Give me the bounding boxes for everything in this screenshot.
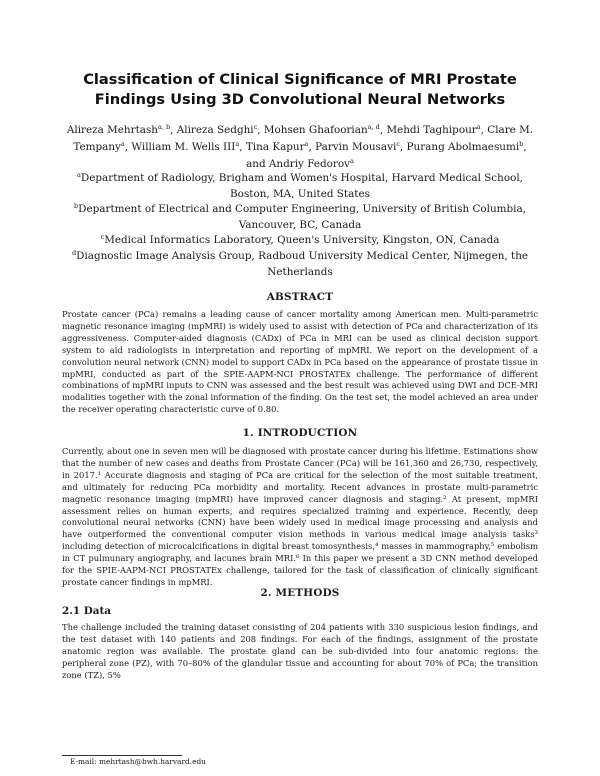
- methods-heading: 2. METHODS: [260, 587, 340, 599]
- author: Clare M. Tempany$^a$,: [73, 124, 534, 153]
- abstract-text: Prostate cancer (PCa) remains a leading cause of cancer mortality among American men. Multi-parametric magnetic resonance imaging (mpMRI) is widely used to assist with detection of PCa and characterization of its aggressiveness. Computer-aided diagnosis (CADx) of PCa in MRI can be used as clinical decision support system to aid radiologists in interpretation and reporting of mpMRI. We report on the development of a convolution neural network (CNN) model to support CADx in PCa based on the appearance of prostate tissue in mpMRI, conducted as part of the SPIE-AAPM-NCI PROSTATEx challenge. The performance of different combinations of mpMRI inputs to CNN was assessed and the best result was achieved using DWI and DCE-MRI modalities together with the zonal information of the finding. On the test set, the model achieved an area under the receiver operating characteristic curve of 0.80.: [62, 309, 538, 415]
- author: Andriy Fedorov$^a$: [268, 156, 354, 170]
- footnote-rule: [62, 755, 182, 756]
- affiliation: $^b$Department of Electrical and Computer Engineering, University of British Columbia, Vancouver, BC, Canada: [74, 202, 526, 231]
- methods-text: The challenge included the training dataset consisting of 204 patients with 330 suspicious lesion findings, and the test dataset with 140 patients and 208 findings. For each of the findings, assignment of the prostate anatomic region was available. The prostate gland can be sub-divided into four anatomic regions: the peripheral zone (PZ), with 70–80% of the glandular tissue and accounting for about 70% of PCa; the transition zone (TZ), 5%: [62, 622, 538, 680]
- author: Mohsen Ghafoorian$^{a, d}$,: [263, 123, 387, 136]
- author: Alireza Sedghi$^c$,: [176, 123, 264, 136]
- footnote-email: E-mail: mehrtash@bwh.harvard.edu: [70, 757, 206, 766]
- paper-title: Classification of Clinical Significance of MRI Prostate Findings Using 3D Convolutional Neural Networks: [83, 71, 517, 108]
- affiliation: $^c$Medical Informatics Laboratory, Queen's University, Kingston, ON, Canada: [100, 233, 500, 247]
- author: Tina Kapur$^a$,: [245, 139, 316, 153]
- affiliation-list: [62, 171, 538, 280]
- author: Parvin Mousavi$^c$,: [315, 139, 407, 153]
- author: William M. Wells III$^a$,: [131, 139, 246, 153]
- affiliation: $^d$Diagnostic Image Analysis Group, Radboud University Medical Center, Nijmegen, the Netherlands: [71, 248, 529, 278]
- introduction-heading: 1. INTRODUCTION: [242, 427, 358, 439]
- affiliation: $^a$Department of Radiology, Brigham and Women's Hospital, Harvard Medical School, Boston, MA, United States: [77, 171, 523, 200]
- author-list: [62, 122, 538, 172]
- introduction-text: Currently, about one in seven men will be diagnosed with prostate cancer during his lifetime. Estimations show that the number of new cases and deaths from Prostate Cancer (PCa) will be 161,360 and 26,730, respectively, in 2017.¹ Accurate diagnosis and staging of PCa are critical for the selection of the most suitable treatment, and ultimately for reducing PCa morbidity and mortality. Recent advances in prostate multi-parametric magnetic resonance imaging (mpMRI) have improved cancer diagnosis and staging.² At present, mpMRI assessment relies on human experts, and requires specialized training and experience. Recently, deep convolutional neural networks (CNN) have been widely used in medical image processing and analysis and have outperformed the conventional computer vision methods in various medical image analysis tasks³ including detection of microcalcifications in digital breast tomosynthesis,⁴ masses in mammography,⁵ embolism in CT pulmunary angiography, and lacunes brain MRI.⁶ In this paper we present a 3D CNN method developed for the SPIE-AAPM-NCI PROSTATEx challenge, tailored for the task of classification of clinically significant prostate cancer findings in mpMRI.: [62, 446, 538, 587]
- author: Purang Abolmaesumi$^b$, and: [246, 139, 527, 170]
- data-subheading: 2.1 Data: [62, 605, 111, 617]
- author: Alireza Mehrtash$^{a, b}$,: [66, 123, 177, 136]
- abstract-heading: ABSTRACT: [266, 291, 334, 303]
- author: Mehdi Taghipour$^a$,: [386, 123, 488, 136]
